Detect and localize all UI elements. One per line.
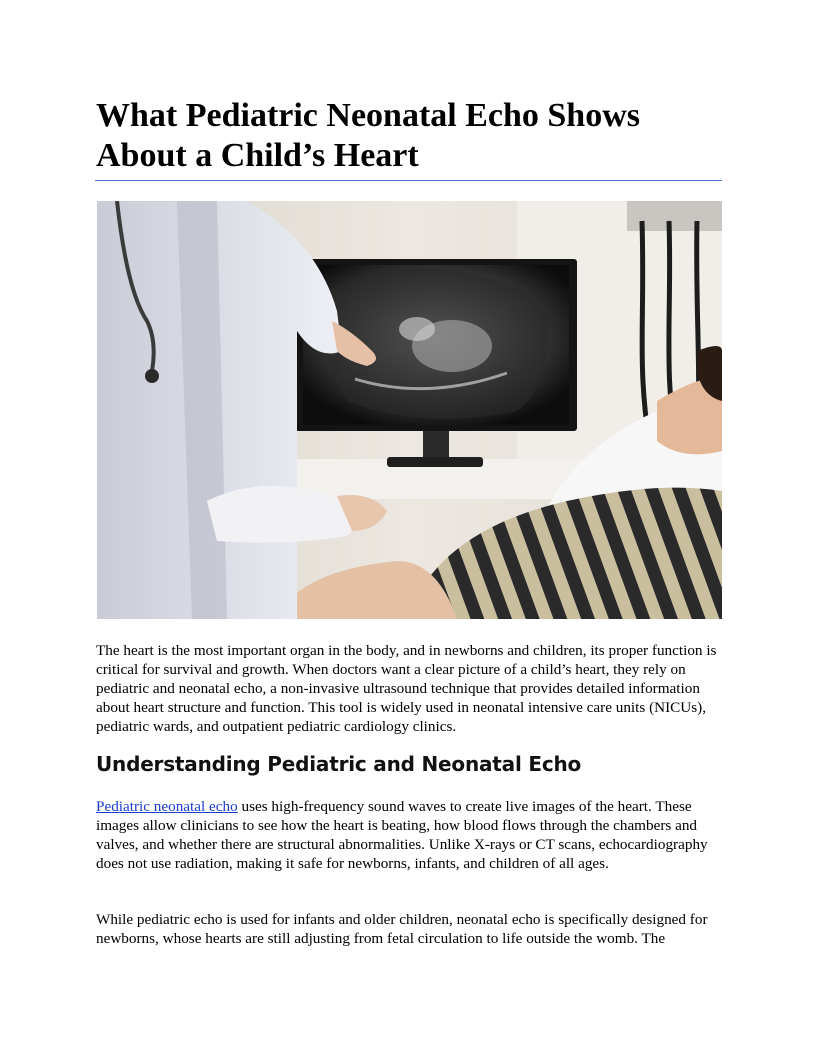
intro-paragraph: The heart is the most important organ in the body, and in newborns and children, its proper function is critical for survival and growth. When doctors want a clear picture of a child’s heart, they rely on pediatric and neonatal echo, a non-invasive ultrasound technique that provides detailed information about heart structure and function. This tool is widely used in neonatal intensive care units (NICUs), pediatric wards, and outpatient pediatric cardiology clinics. xyxy=(96,642,717,735)
page-title xyxy=(96,96,726,176)
hero-photo xyxy=(97,201,722,619)
section-paragraph-text: uses high-frequency sound waves to create live images of the heart. These images allow clinicians to see how the heart is beating, how blood flows through the chambers and valves, and whether there are structural abnormalities. Unlike X-rays or CT scans, echocardiography does not use radiation, making it safe for newborns, infants, and children of all ages. xyxy=(96,798,708,872)
title-underline xyxy=(95,180,722,181)
pediatric-neonatal-echo-link[interactable]: Pediatric neonatal echo xyxy=(96,798,238,815)
section-paragraph xyxy=(96,797,722,873)
title-line-2: About a Child’s Heart xyxy=(96,137,419,174)
third-paragraph: While pediatric echo is used for infants and older children, neonatal echo is specifically designed for newborns, whose hearts are still adjusting from fetal circulation to life outside the womb. The xyxy=(96,911,708,947)
hero-photo-illustration xyxy=(97,201,722,619)
title-line-1: What Pediatric Neonatal Echo Shows xyxy=(96,97,640,134)
section-heading: Understanding Pediatric and Neonatal Echo xyxy=(96,752,582,776)
